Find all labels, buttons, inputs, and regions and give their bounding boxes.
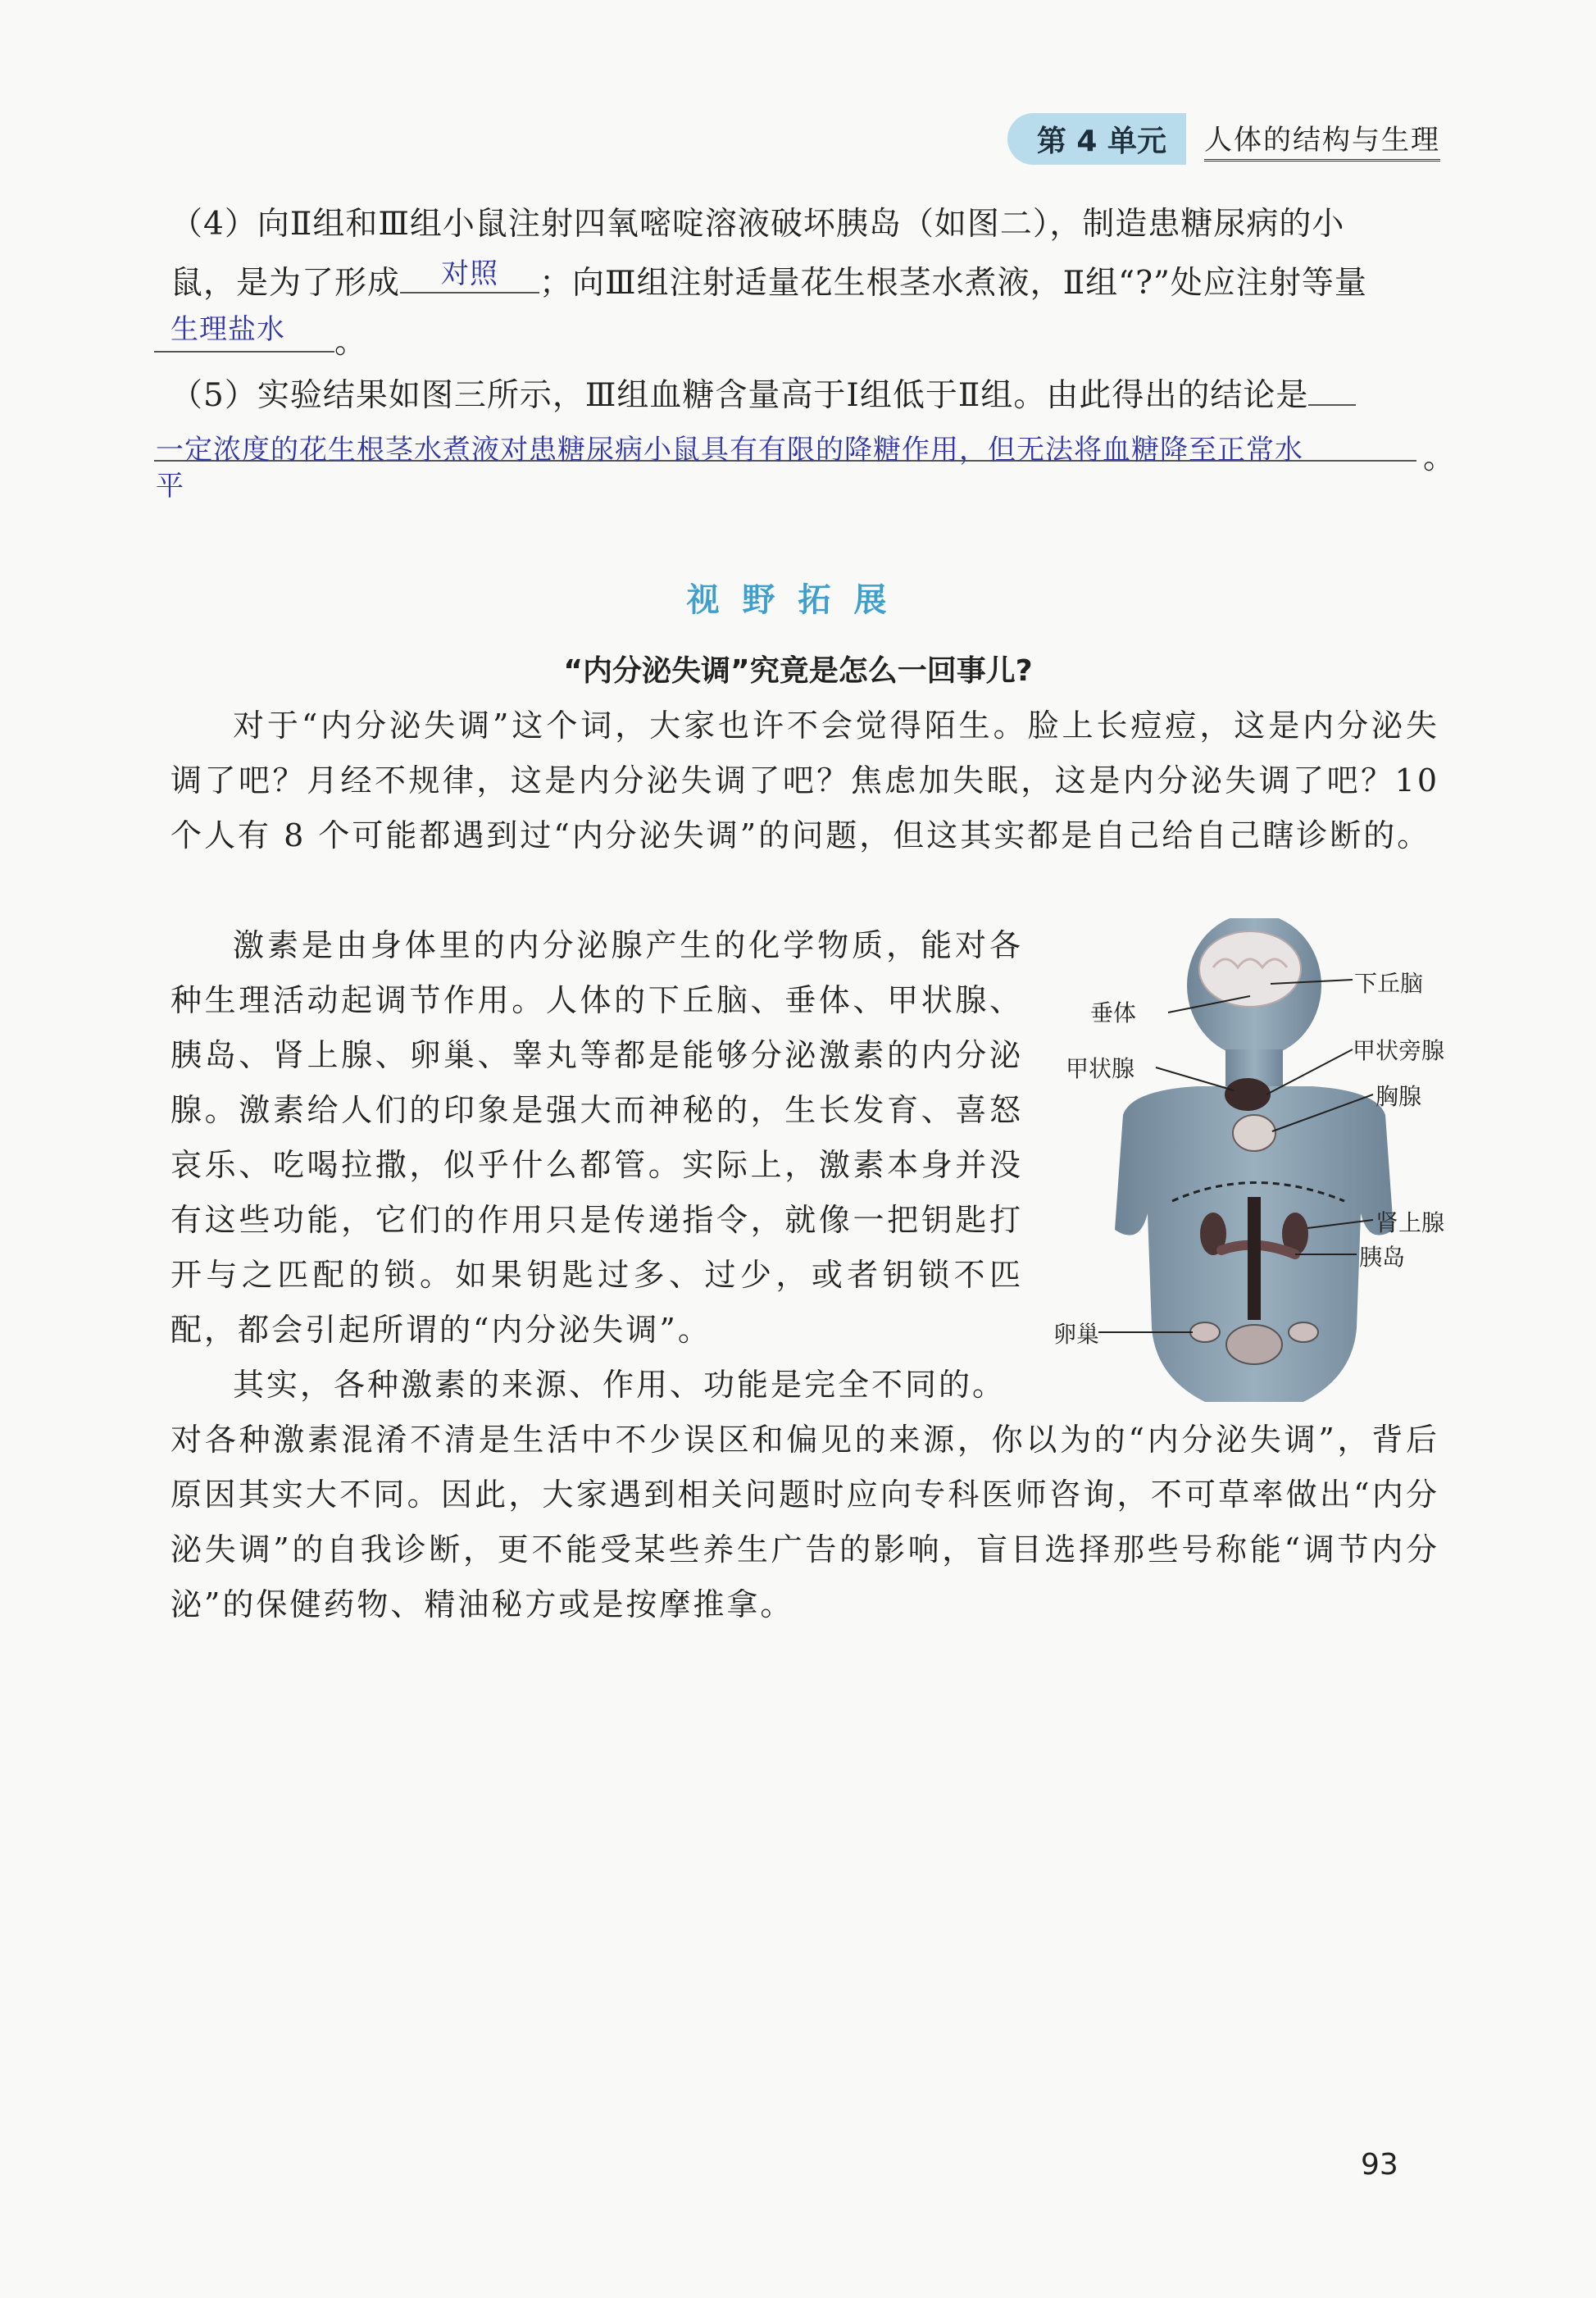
- label-hypothalamus: 下丘脑: [1354, 970, 1424, 997]
- page-header: [1007, 113, 1440, 165]
- endocrine-figure: [1053, 918, 1451, 1402]
- q5-answer-line-2: 平: [156, 470, 184, 503]
- unit-badge: 第 4 单元: [1007, 113, 1186, 165]
- unit-title: 人体的结构与生理: [1204, 117, 1440, 162]
- q5-blank-start: [1308, 365, 1356, 406]
- q4-line1: （4）向Ⅱ组和Ⅲ组小鼠注射四氧嘧啶溶液破坏胰岛（如图二），制造患糖尿病的小: [171, 206, 1345, 243]
- brain-shape: [1199, 931, 1301, 1007]
- label-ovary: 卵巢: [1053, 1321, 1100, 1348]
- q4-line2: [171, 253, 1439, 312]
- q4-end: 。: [334, 324, 368, 361]
- thyroid-shape: [1225, 1078, 1271, 1111]
- article-paragraph-3-rest: 对各种激素混淆不清是生活中不少误区和偏见的来源，你以为的“内分泌失调”，背后原因其实大不同。因此，大家遇到相关问题时应向专科医师咨询，不可草率做出“内分泌失调”的自我诊断，更不能受某些养生广告的影响，盲目选择那些号称能“调节内分泌”的保健药物、精油秘方或是按摩推拿。: [171, 1422, 1439, 1622]
- article-title: “内分泌失调”究竟是怎么一回事儿?: [563, 654, 1033, 688]
- question-4: [171, 197, 1439, 371]
- article-paragraph-1: 对于“内分泌失调”这个词，大家也许不会觉得陌生。脸上长痘痘，这是内分泌失调了吧？月经不规律，这是内分泌失调了吧？焦虑加失眠，这是内分泌失调了吧？10 个人有 8 个可能都遇到过“内分泌失调”的问题，但这其实都是自己给自己瞎诊断的。: [171, 708, 1439, 853]
- section-title: 视野拓展: [686, 581, 910, 619]
- q4-answer-1: 对照: [441, 257, 499, 290]
- q5-answer-block[interactable]: [156, 424, 1457, 503]
- article-paragraph-2: 激素是由身体里的内分泌腺产生的化学物质，能对各种生理活动起调节作用。人体的下丘脑、垂体、甲状腺、胰岛、肾上腺、卵巢、睾丸等都是能够分泌激素的内分泌腺。激素给人们的印象是强大而神秘的，生长发育、喜怒哀乐、吃喝拉撒，似乎什么都管。实际上，激素本身并没有这些功能，它们的作用只是传递指令，就像一把钥匙打开与之匹配的锁。如果钥匙过多、过少，或者钥锁不匹配，都会引起所谓的“内分泌失调”。: [171, 927, 1023, 1348]
- q4-line3: [171, 312, 1439, 371]
- q5-line1: [171, 365, 1439, 424]
- q4-blank-2[interactable]: [154, 312, 334, 353]
- label-pancreas: 胰岛: [1359, 1244, 1406, 1271]
- q5-end: 。: [1423, 439, 1457, 476]
- page-number: 93: [1361, 2148, 1398, 2182]
- label-adrenal: 肾上腺: [1375, 1209, 1445, 1236]
- ovary-right: [1289, 1322, 1318, 1342]
- label-parathyroid: 甲状旁腺: [1353, 1037, 1445, 1064]
- q5-answer-line-1: 一定浓度的花生根茎水煮液对患糖尿病小鼠具有有限的降糖作用，但无法将血糖降至正常水: [156, 434, 1303, 466]
- label-thymus: 胸腺: [1375, 1083, 1422, 1110]
- q4-blank-1[interactable]: [400, 253, 539, 294]
- question-5: [156, 365, 1457, 503]
- q4-answer-2: 生理盐水: [171, 313, 285, 346]
- uterus-shape: [1226, 1325, 1282, 1364]
- article-paragraph-3-start: 其实，各种激素的来源、作用、功能是完全不同的。: [233, 1367, 1007, 1403]
- label-thyroid: 甲状腺: [1066, 1055, 1135, 1082]
- aorta-shape: [1248, 1197, 1261, 1320]
- q4-text-2a: 鼠，是为了形成: [171, 265, 401, 302]
- q5-text-1: （5）实验结果如图三所示，Ⅲ组血糖含量高于Ⅰ组低于Ⅱ组。由此得出的结论是: [171, 377, 1309, 414]
- label-pituitary: 垂体: [1090, 999, 1137, 1026]
- ovary-left: [1190, 1322, 1220, 1342]
- q4-text-2b: ；向Ⅲ组注射适量花生根茎水煮液，Ⅱ组“?”处应注射等量: [539, 265, 1367, 302]
- thymus-shape: [1233, 1115, 1275, 1151]
